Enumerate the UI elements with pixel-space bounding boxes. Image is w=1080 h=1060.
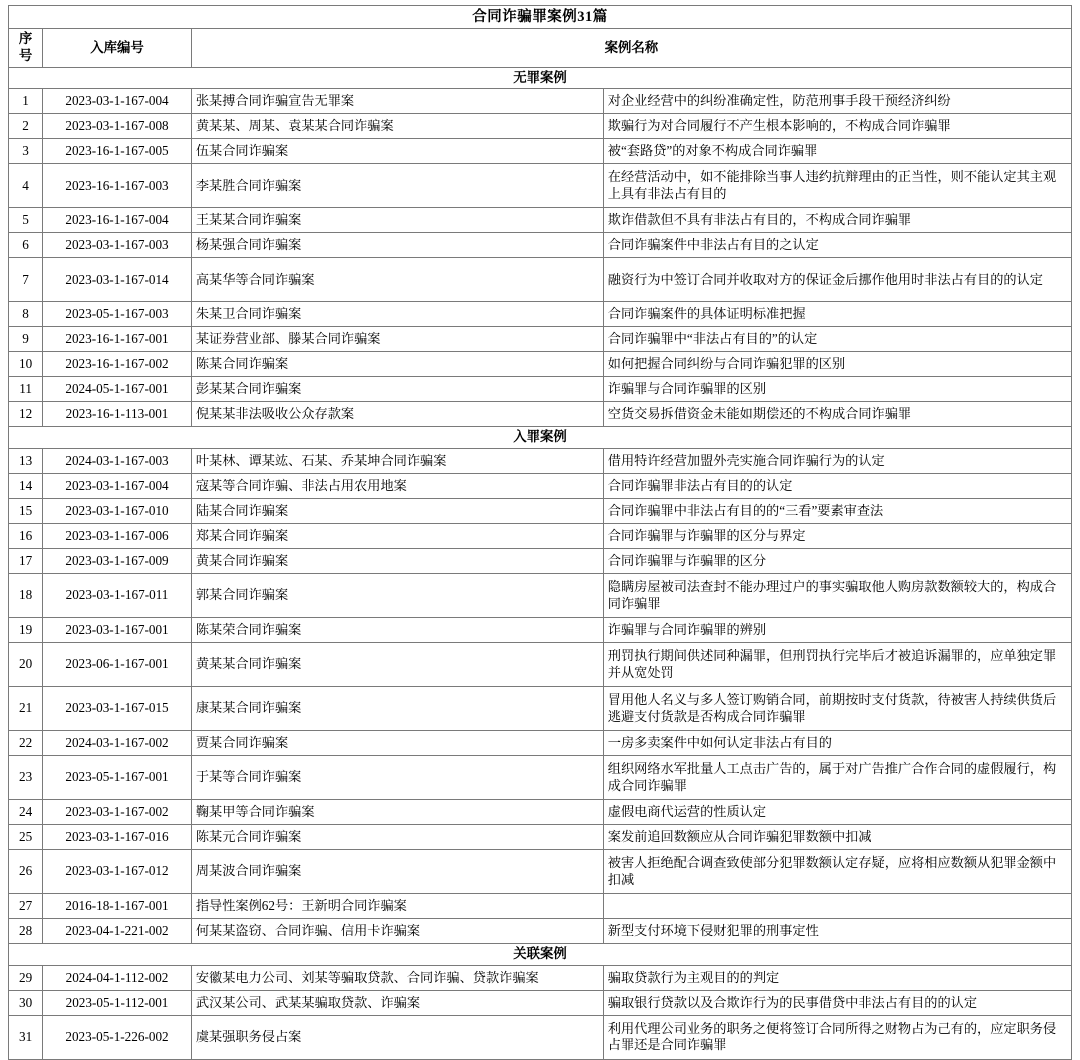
- cell-case-name: 安徽某电力公司、刘某等骗取贷款、合同诈骗、贷款诈骗案: [191, 965, 603, 990]
- cell-index: 8: [9, 302, 43, 327]
- cell-case-summary: 刑罚执行期间供述同种漏罪，但刑罚执行完毕后才被追诉漏罪的，应单独定罪并从宽处罚: [603, 643, 1071, 687]
- document-sheet: [0, 5, 1080, 1060]
- cell-code: 2023-03-1-167-006: [43, 524, 192, 549]
- cell-case-name: 陈某元合同诈骗案: [191, 825, 603, 850]
- table-row: [9, 574, 1072, 618]
- cell-case-name: 王某某合同诈骗案: [191, 208, 603, 233]
- table-row: [9, 800, 1072, 825]
- cell-case-name: 杨某强合同诈骗案: [191, 233, 603, 258]
- cell-case-summary: 合同诈骗罪中“非法占有目的”的认定: [603, 327, 1071, 352]
- cell-code: 2024-03-1-167-002: [43, 731, 192, 756]
- cell-code: 2023-16-1-167-004: [43, 208, 192, 233]
- cell-case-name: 李某胜合同诈骗案: [191, 164, 603, 208]
- cell-case-name: 黄某合同诈骗案: [191, 549, 603, 574]
- cell-case-name: 周某波合同诈骗案: [191, 850, 603, 894]
- column-header-index: 序号: [9, 29, 43, 68]
- cell-case-name: 郭某合同诈骗案: [191, 574, 603, 618]
- section-header-label: 入罪案例: [9, 427, 1072, 449]
- table-row: [9, 377, 1072, 402]
- cell-code: 2016-18-1-167-001: [43, 894, 192, 919]
- cell-case-summary: 欺诈借款但不具有非法占有目的，不构成合同诈骗罪: [603, 208, 1071, 233]
- cell-code: 2023-06-1-167-001: [43, 643, 192, 687]
- table-row: [9, 618, 1072, 643]
- table-row: [9, 1015, 1072, 1059]
- cell-case-name: 黄某某、周某、袁某某合同诈骗案: [191, 114, 603, 139]
- cell-code: 2023-03-1-167-016: [43, 825, 192, 850]
- cell-case-name: 某证券营业部、滕某合同诈骗案: [191, 327, 603, 352]
- cell-index: 16: [9, 524, 43, 549]
- cell-case-name: 彭某某合同诈骗案: [191, 377, 603, 402]
- cell-case-name: 武汉某公司、武某某骗取贷款、诈骗案: [191, 990, 603, 1015]
- cell-case-name: 贾某合同诈骗案: [191, 731, 603, 756]
- cell-case-name: 倪某某非法吸收公众存款案: [191, 402, 603, 427]
- cell-case-summary: 冒用他人名义与多人签订购销合同，前期按时支付货款，待被害人持续供货后逃避支付货款是否构成合同诈骗罪: [603, 687, 1071, 731]
- cell-index: 2: [9, 114, 43, 139]
- cell-case-summary: 一房多卖案件中如何认定非法占有目的: [603, 731, 1071, 756]
- cell-case-name: 寇某等合同诈骗、非法占用农用地案: [191, 474, 603, 499]
- page-title: 合同诈骗罪案例31篇: [9, 6, 1072, 29]
- table-title-row: [9, 6, 1072, 29]
- cell-case-name: 康某某合同诈骗案: [191, 687, 603, 731]
- section-header-row: [9, 67, 1072, 89]
- cell-case-summary: 合同诈骗案件中非法占有目的之认定: [603, 233, 1071, 258]
- table-row: [9, 449, 1072, 474]
- cell-code: 2023-05-1-167-003: [43, 302, 192, 327]
- cell-index: 27: [9, 894, 43, 919]
- cell-code: 2023-16-1-167-002: [43, 352, 192, 377]
- table-row: [9, 233, 1072, 258]
- column-header-name: 案例名称: [191, 29, 1071, 68]
- cell-case-summary: 在经营活动中，如不能排除当事人违约抗辩理由的正当性，则不能认定其主观上具有非法占有目的: [603, 164, 1071, 208]
- cell-case-summary: 被“套路贷”的对象不构成合同诈骗罪: [603, 139, 1071, 164]
- table-row: [9, 850, 1072, 894]
- cell-index: 4: [9, 164, 43, 208]
- cell-code: 2023-03-1-167-012: [43, 850, 192, 894]
- cell-case-name: 叶某林、谭某竑、石某、乔某坤合同诈骗案: [191, 449, 603, 474]
- cell-index: 5: [9, 208, 43, 233]
- cell-code: 2023-03-1-167-004: [43, 474, 192, 499]
- table-row: [9, 549, 1072, 574]
- cell-code: 2023-03-1-167-009: [43, 549, 192, 574]
- cell-case-summary: 诈骗罪与合同诈骗罪的辨别: [603, 618, 1071, 643]
- cell-case-name: 张某搏合同诈骗宣告无罪案: [191, 89, 603, 114]
- cell-index: 22: [9, 731, 43, 756]
- table-row: [9, 524, 1072, 549]
- table-row: [9, 402, 1072, 427]
- cell-code: 2023-16-1-167-003: [43, 164, 192, 208]
- table-row: [9, 756, 1072, 800]
- cell-index: 19: [9, 618, 43, 643]
- cell-case-name: 鞠某甲等合同诈骗案: [191, 800, 603, 825]
- cell-index: 25: [9, 825, 43, 850]
- cell-index: 31: [9, 1015, 43, 1059]
- cell-case-summary: 诈骗罪与合同诈骗罪的区别: [603, 377, 1071, 402]
- cell-case-summary: 骗取贷款行为主观目的的判定: [603, 965, 1071, 990]
- cell-case-name: 郑某合同诈骗案: [191, 524, 603, 549]
- section-header-row: [9, 944, 1072, 966]
- cell-index: 12: [9, 402, 43, 427]
- table-row: [9, 208, 1072, 233]
- column-header-code: 入库编号: [43, 29, 192, 68]
- cell-index: 20: [9, 643, 43, 687]
- section-header-label: 关联案例: [9, 944, 1072, 966]
- cell-index: 10: [9, 352, 43, 377]
- cell-index: 26: [9, 850, 43, 894]
- table-row: [9, 731, 1072, 756]
- cell-index: 28: [9, 919, 43, 944]
- cell-code: 2023-05-1-167-001: [43, 756, 192, 800]
- cell-case-summary: 利用代理公司业务的职务之便将签订合同所得之财物占为己有的，应定职务侵占罪还是合同诈骗罪: [603, 1015, 1071, 1059]
- cell-code: 2023-16-1-167-001: [43, 327, 192, 352]
- cell-code: 2023-16-1-167-005: [43, 139, 192, 164]
- cell-case-summary: 如何把握合同纠纷与合同诈骗犯罪的区别: [603, 352, 1071, 377]
- cell-case-name: 陆某合同诈骗案: [191, 499, 603, 524]
- table-row: [9, 919, 1072, 944]
- cell-code: 2023-05-1-112-001: [43, 990, 192, 1015]
- cell-index: 6: [9, 233, 43, 258]
- section-header-row: [9, 427, 1072, 449]
- table-row: [9, 327, 1072, 352]
- cell-case-summary: 对企业经营中的纠纷准确定性，防范刑事手段干预经济纠纷: [603, 89, 1071, 114]
- table-body: [9, 6, 1072, 1060]
- table-row: [9, 164, 1072, 208]
- cell-code: 2023-05-1-226-002: [43, 1015, 192, 1059]
- table-row: [9, 89, 1072, 114]
- cell-code: 2023-16-1-113-001: [43, 402, 192, 427]
- table-row: [9, 965, 1072, 990]
- cell-case-summary: 合同诈骗罪与诈骗罪的区分: [603, 549, 1071, 574]
- cell-case-name: 朱某卫合同诈骗案: [191, 302, 603, 327]
- cell-index: 7: [9, 258, 43, 302]
- cell-index: 13: [9, 449, 43, 474]
- cell-code: 2023-03-1-167-015: [43, 687, 192, 731]
- cell-index: 3: [9, 139, 43, 164]
- table-row: [9, 352, 1072, 377]
- table-row: [9, 474, 1072, 499]
- cell-index: 1: [9, 89, 43, 114]
- cell-case-summary: [603, 894, 1071, 919]
- table-row: [9, 990, 1072, 1015]
- cell-code: 2023-03-1-167-010: [43, 499, 192, 524]
- table-row: [9, 114, 1072, 139]
- cell-case-summary: 被害人拒绝配合调查致使部分犯罪数额认定存疑，应将相应数额从犯罪金额中扣减: [603, 850, 1071, 894]
- cell-case-summary: 合同诈骗罪中非法占有目的的“三看”要素审查法: [603, 499, 1071, 524]
- table-row: [9, 499, 1072, 524]
- cell-case-summary: 合同诈骗案件的具体证明标准把握: [603, 302, 1071, 327]
- cell-code: 2024-04-1-112-002: [43, 965, 192, 990]
- cell-case-name: 伍某合同诈骗案: [191, 139, 603, 164]
- cell-code: 2024-03-1-167-003: [43, 449, 192, 474]
- cell-code: 2023-03-1-167-002: [43, 800, 192, 825]
- table-row: [9, 139, 1072, 164]
- cell-case-name: 黄某某合同诈骗案: [191, 643, 603, 687]
- cell-code: 2023-03-1-167-003: [43, 233, 192, 258]
- cell-code: 2023-03-1-167-011: [43, 574, 192, 618]
- table-row: [9, 258, 1072, 302]
- table-row: [9, 302, 1072, 327]
- cell-case-summary: 融资行为中签订合同并收取对方的保证金后挪作他用时非法占有目的的认定: [603, 258, 1071, 302]
- cell-code: 2024-05-1-167-001: [43, 377, 192, 402]
- cell-case-summary: 合同诈骗罪与诈骗罪的区分与界定: [603, 524, 1071, 549]
- table-row: [9, 687, 1072, 731]
- cell-index: 9: [9, 327, 43, 352]
- cell-code: 2023-03-1-167-001: [43, 618, 192, 643]
- cell-case-name: 陈某荣合同诈骗案: [191, 618, 603, 643]
- cell-index: 11: [9, 377, 43, 402]
- table-header-row: [9, 29, 1072, 68]
- cell-case-summary: 合同诈骗罪非法占有目的的认定: [603, 474, 1071, 499]
- cell-case-summary: 虚假电商代运营的性质认定: [603, 800, 1071, 825]
- cell-case-name: 虞某强职务侵占案: [191, 1015, 603, 1059]
- cell-code: 2023-04-1-221-002: [43, 919, 192, 944]
- cell-code: 2023-03-1-167-014: [43, 258, 192, 302]
- cell-index: 21: [9, 687, 43, 731]
- cell-index: 24: [9, 800, 43, 825]
- cell-case-name: 于某等合同诈骗案: [191, 756, 603, 800]
- cell-case-name: 高某华等合同诈骗案: [191, 258, 603, 302]
- cell-index: 15: [9, 499, 43, 524]
- cell-case-summary: 隐瞒房屋被司法查封不能办理过户的事实骗取他人购房款数额较大的，构成合同诈骗罪: [603, 574, 1071, 618]
- cell-index: 29: [9, 965, 43, 990]
- cell-case-summary: 欺骗行为对合同履行不产生根本影响的，不构成合同诈骗罪: [603, 114, 1071, 139]
- cell-index: 14: [9, 474, 43, 499]
- section-header-label: 无罪案例: [9, 67, 1072, 89]
- cell-case-summary: 案发前追回数额应从合同诈骗犯罪数额中扣减: [603, 825, 1071, 850]
- cell-case-name: 何某某盗窃、合同诈骗、信用卡诈骗案: [191, 919, 603, 944]
- table-row: [9, 825, 1072, 850]
- cell-case-name: 指导性案例62号：王新明合同诈骗案: [191, 894, 603, 919]
- cell-index: 30: [9, 990, 43, 1015]
- cell-index: 18: [9, 574, 43, 618]
- cell-case-summary: 组织网络水军批量人工点击广告的，属于对广告推广合作合同的虚假履行，构成合同诈骗罪: [603, 756, 1071, 800]
- cell-index: 23: [9, 756, 43, 800]
- cell-code: 2023-03-1-167-008: [43, 114, 192, 139]
- table-row: [9, 894, 1072, 919]
- case-table: [8, 5, 1072, 1060]
- cell-case-summary: 骗取银行贷款以及合欺诈行为的民事借贷中非法占有目的的认定: [603, 990, 1071, 1015]
- cell-case-summary: 空货交易拆借资金未能如期偿还的不构成合同诈骗罪: [603, 402, 1071, 427]
- cell-code: 2023-03-1-167-004: [43, 89, 192, 114]
- cell-case-name: 陈某合同诈骗案: [191, 352, 603, 377]
- cell-case-summary: 借用特许经营加盟外壳实施合同诈骗行为的认定: [603, 449, 1071, 474]
- cell-case-summary: 新型支付环境下侵财犯罪的刑事定性: [603, 919, 1071, 944]
- table-row: [9, 643, 1072, 687]
- cell-index: 17: [9, 549, 43, 574]
